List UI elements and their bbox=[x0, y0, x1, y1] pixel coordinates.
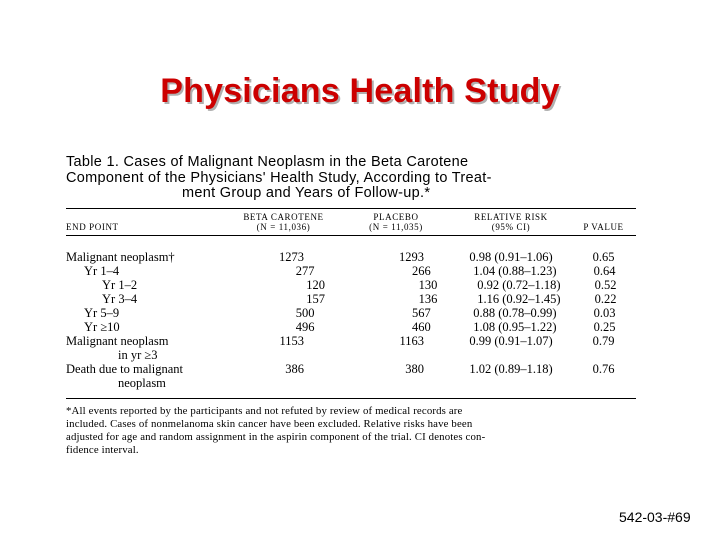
header-rr-line2: (95% CI) bbox=[491, 221, 531, 232]
relative-risk-value: 1.08 (0.95–1.22) bbox=[473, 319, 557, 334]
placebo-value: 460 bbox=[411, 319, 431, 334]
table-row bbox=[66, 348, 636, 362]
p-value: 0.52 bbox=[594, 277, 617, 292]
relative-risk-value: 0.98 (0.91–1.06) bbox=[469, 249, 553, 264]
beta-value: 157 bbox=[306, 291, 325, 306]
row-label: Malignant neoplasm bbox=[66, 333, 169, 348]
p-value: 0.64 bbox=[593, 263, 616, 278]
table-header bbox=[66, 212, 636, 232]
p-value: 0.65 bbox=[592, 249, 615, 264]
placebo-value: 130 bbox=[418, 277, 438, 292]
placebo-value: 567 bbox=[411, 305, 431, 320]
beta-value: 1153 bbox=[279, 333, 304, 348]
p-value: 0.22 bbox=[594, 291, 617, 306]
placebo-value: 1293 bbox=[399, 249, 424, 264]
footnote-line: fidence interval. bbox=[66, 443, 139, 456]
beta-value: 496 bbox=[295, 319, 315, 334]
table-row bbox=[66, 334, 636, 348]
header-end-point: END POINT bbox=[66, 221, 119, 232]
table-row bbox=[66, 362, 636, 376]
placebo-value: 380 bbox=[405, 361, 424, 376]
footnote-line: adjusted for age and random assignment in the aspirin component of the trial. CI denotes con- bbox=[66, 430, 486, 443]
beta-value: 500 bbox=[295, 305, 315, 320]
header-p-value: P VALUE bbox=[583, 221, 624, 232]
relative-risk-value: 1.04 (0.88–1.23) bbox=[473, 263, 557, 278]
table-row bbox=[66, 320, 636, 334]
relative-risk-value: 0.92 (0.72–1.18) bbox=[477, 277, 561, 292]
caption-line: Component of the Physicians' Health Study, According to Treat- bbox=[66, 169, 492, 186]
row-label: Yr 1–4 bbox=[84, 263, 120, 278]
header-relative-risk bbox=[451, 212, 571, 232]
header-rr-line1: RELATIVE RISK bbox=[474, 211, 548, 222]
table-row bbox=[66, 292, 636, 306]
table-row bbox=[66, 264, 636, 278]
table-row bbox=[66, 306, 636, 320]
row-label: in yr ≥3 bbox=[118, 347, 158, 362]
p-value: 0.25 bbox=[593, 319, 616, 334]
footnote-line: included. Cases of nonmelanoma skin cancer have been excluded. Relative risks have been bbox=[66, 417, 473, 430]
header-beta-carotene bbox=[226, 212, 341, 232]
slide-page-number: 542-03-#69 bbox=[619, 509, 691, 525]
row-label: Yr 5–9 bbox=[84, 305, 120, 320]
table-row bbox=[66, 376, 636, 390]
table-row bbox=[66, 278, 636, 292]
p-value: 0.76 bbox=[592, 361, 615, 376]
placebo-value: 1163 bbox=[399, 333, 424, 348]
table-footnote bbox=[66, 405, 636, 457]
header-beta-line2: (N = 11,036) bbox=[256, 221, 311, 232]
header-placebo-line2: (N = 11,035) bbox=[369, 221, 423, 232]
caption-line: Table 1. Cases of Malignant Neoplasm in the Beta Carotene bbox=[66, 154, 469, 170]
table-caption bbox=[66, 155, 636, 202]
caption-line: ment Group and Years of Follow-up.* bbox=[182, 185, 431, 201]
header-beta-line1: BETA CAROTENE bbox=[243, 211, 324, 222]
row-label: neoplasm bbox=[118, 375, 166, 390]
row-label: Malignant neoplasm† bbox=[66, 249, 175, 264]
table-body bbox=[66, 250, 636, 390]
placebo-value: 266 bbox=[411, 263, 431, 278]
row-label: Yr ≥10 bbox=[84, 319, 120, 334]
slide-title: Physicians Health Study bbox=[160, 72, 560, 110]
relative-risk-value: 1.02 (0.89–1.18) bbox=[469, 361, 553, 376]
header-placebo bbox=[341, 212, 451, 232]
p-value: 0.03 bbox=[593, 305, 616, 320]
table-row bbox=[66, 250, 636, 264]
table-image bbox=[66, 155, 636, 480]
p-value: 0.79 bbox=[592, 333, 615, 348]
table-top-rule bbox=[66, 208, 636, 209]
relative-risk-value: 1.16 (0.92–1.45) bbox=[477, 291, 561, 306]
beta-value: 277 bbox=[295, 263, 315, 278]
row-label: Yr 3–4 bbox=[102, 291, 138, 306]
beta-value: 120 bbox=[306, 277, 325, 292]
header-rule bbox=[66, 235, 636, 236]
header-placebo-line1: PLACEBO bbox=[373, 211, 419, 222]
placebo-value: 136 bbox=[418, 291, 438, 306]
relative-risk-value: 0.99 (0.91–1.07) bbox=[469, 333, 553, 348]
row-label: Yr 1–2 bbox=[102, 277, 138, 292]
footnote-line: *All events reported by the participants and not refuted by review of medical records are bbox=[66, 404, 463, 417]
footer-rule bbox=[66, 398, 636, 399]
beta-value: 1273 bbox=[279, 249, 304, 264]
row-label: Death due to malignant bbox=[66, 361, 183, 376]
beta-value: 386 bbox=[285, 361, 304, 376]
relative-risk-value: 0.88 (0.78–0.99) bbox=[473, 305, 557, 320]
